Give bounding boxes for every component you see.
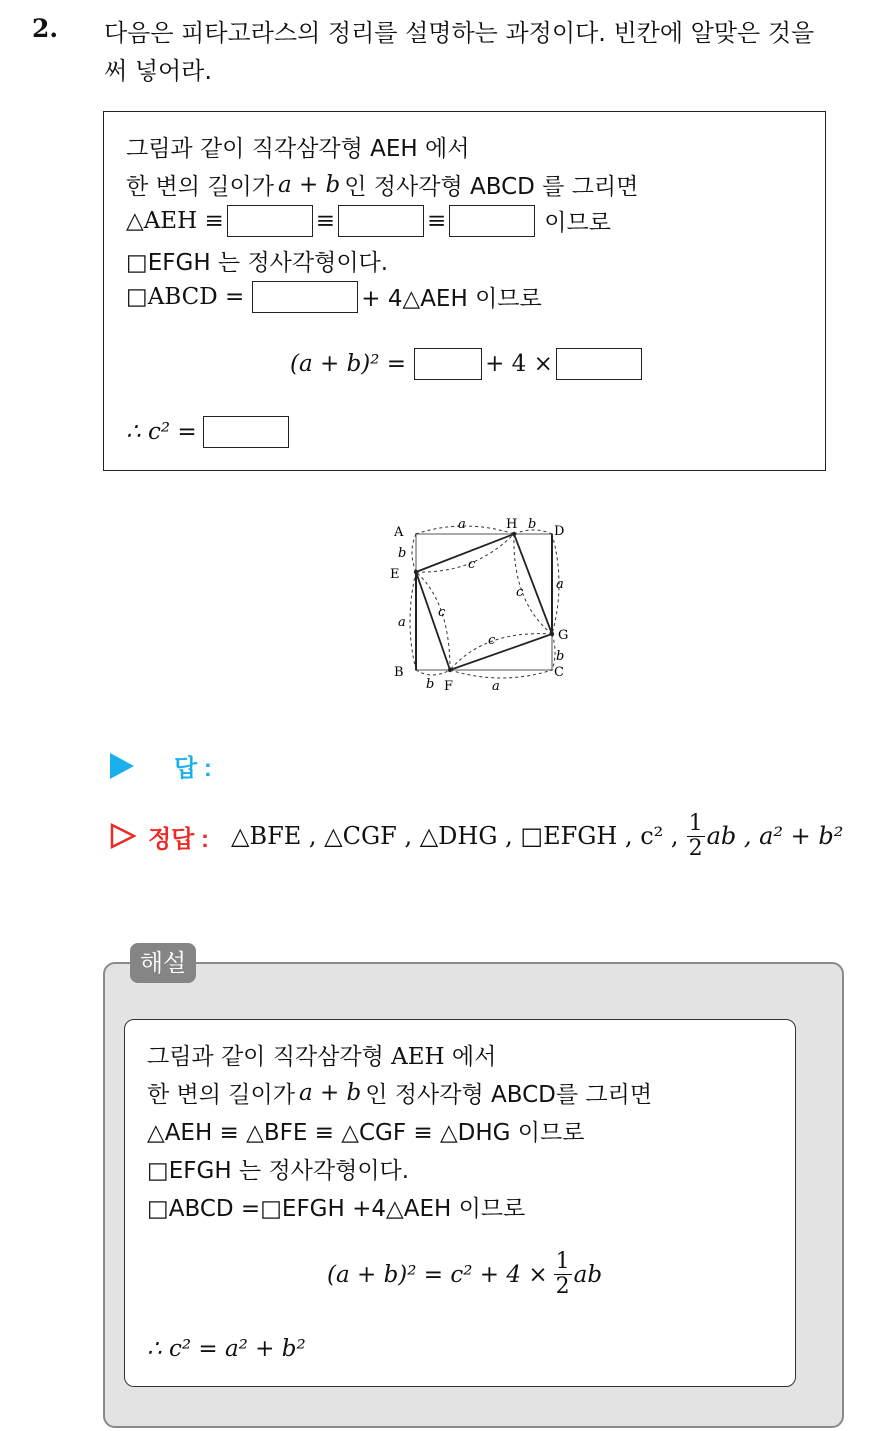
pythagoras-diagram [384, 512, 580, 700]
answer-arrow-icon [110, 753, 134, 779]
explanation-fraction [554, 1250, 572, 1299]
label-side-a-top: a [458, 517, 466, 532]
arc-fc [450, 670, 552, 678]
question-text [104, 14, 874, 90]
question-line-1: 다음은 피타고라스의 정리를 설명하는 과정이다. 빈칸에 알맞은 것을 [104, 19, 815, 47]
explanation-line-3 [147, 1114, 584, 1147]
explanation-equation-pre: (a + b)² = c² + 4 × [327, 1261, 548, 1288]
blank-7[interactable] [203, 416, 289, 448]
explanation-line-2 [147, 1076, 652, 1109]
label-b-point: B [394, 665, 404, 680]
cong-sign-1: ≡ [315, 207, 336, 234]
cong-sign-2: ≡ [427, 207, 447, 234]
question-box [103, 111, 826, 471]
label-e-point: E [390, 567, 400, 582]
box-line-2-text-b: 인 정사각형 ABCD 를 그리면 [344, 174, 639, 200]
answer-label: 답 : [174, 755, 212, 782]
point-h [512, 532, 516, 536]
explanation-line-1: 그림과 같이 직각삼각형 AEH 에서 [147, 1044, 497, 1070]
box-line-1-text: 그림과 같이 직각삼각형 AEH 에서 [126, 136, 470, 162]
label-g-point: G [558, 628, 569, 643]
label-side-b-bottom: b [426, 677, 435, 692]
explanation-line-4-text: □EFGH 는 정사각형이다. [147, 1158, 410, 1184]
box-line-1 [126, 130, 469, 163]
blank-6[interactable] [556, 348, 642, 380]
label-hyp-c-top: c [468, 557, 476, 572]
explanation-frac-den: 2 [555, 1274, 570, 1299]
box-line-2 [126, 168, 638, 201]
label-side-a-bottom: a [492, 679, 500, 694]
label-hyp-c-left: c [438, 605, 446, 620]
box-therefore [126, 416, 292, 448]
label-h-point: H [506, 517, 518, 532]
box-line-5-post: + 4△AEH 이므로 [361, 286, 542, 312]
box-therefore-text: ∴ c² = [126, 419, 197, 445]
question-number: 2. [32, 14, 59, 43]
label-side-a-left: a [398, 615, 406, 630]
box-line-3-tri: △AEH ≡ [126, 207, 224, 234]
explanation-tag: 해설 [130, 943, 196, 983]
answer-row [110, 748, 212, 783]
label-hyp-c-bottom: c [488, 633, 496, 648]
label-side-a-right: a [556, 577, 564, 592]
solution-label: 정답 : [148, 825, 210, 853]
point-g [550, 632, 554, 636]
point-f [448, 668, 452, 672]
explanation-line-2-var: a + b [298, 1079, 362, 1106]
blank-1[interactable] [227, 205, 313, 237]
solution-part-2: ab , a² + b² [706, 822, 844, 850]
box-equation-lhs: (a + b)² = [290, 351, 407, 377]
solution-frac-num: 1 [688, 810, 703, 836]
explanation-line-3-text: △AEH ≡ △BFE ≡ △CGF ≡ △DHG 이므로 [147, 1120, 585, 1146]
explanation-line-2-b: 인 정사각형 ABCD를 그리면 [365, 1082, 653, 1108]
box-line-5-pre: □ABCD = [126, 283, 245, 310]
explanation-line-2-a: 한 변의 길이가 [147, 1082, 295, 1108]
explanation-line-4 [147, 1152, 409, 1185]
explanation-box [124, 1019, 796, 1387]
explanation-final: ∴ c² = a² + b² [147, 1336, 306, 1362]
explanation-frac-num: 1 [555, 1249, 570, 1274]
solution-arrow-icon [110, 823, 136, 849]
explanation-equation-post: ab [573, 1261, 603, 1288]
explanation-line-5 [147, 1190, 525, 1223]
solution-fraction [687, 812, 705, 861]
box-line-3 [126, 204, 611, 237]
label-hyp-c-right: c [516, 585, 524, 600]
solution-row [110, 806, 843, 866]
explanation-equation [327, 1250, 602, 1299]
solution-part-1: △BFE , △CGF , △DHG , □EFGH , c² , [231, 822, 679, 850]
question-line-2: 써 넣어라. [104, 57, 212, 85]
label-side-b-left: b [398, 546, 407, 561]
box-line-3-end: 이므로 [544, 210, 611, 236]
box-line-4-text: □EFGH 는 정사각형이다. [126, 250, 389, 276]
label-c-point: C [554, 665, 564, 680]
box-line-4 [126, 244, 388, 277]
label-side-b-right: b [556, 649, 565, 664]
blank-3[interactable] [449, 205, 535, 237]
solution-frac-den: 2 [688, 835, 703, 861]
box-line-2-var: a + b [277, 171, 341, 198]
square-efgh [416, 534, 552, 670]
box-line-5 [126, 280, 542, 313]
blank-5[interactable] [414, 348, 482, 380]
blank-2[interactable] [338, 205, 424, 237]
point-e [414, 570, 418, 574]
blank-4[interactable] [252, 281, 358, 313]
label-side-b-top: b [528, 517, 537, 532]
solution-text [231, 812, 843, 861]
label-d-point: D [554, 524, 565, 539]
explanation-line-5-text: □ABCD =□EFGH +4△AEH 이므로 [147, 1196, 526, 1222]
box-equation [290, 348, 645, 380]
label-a-point: A [394, 525, 404, 540]
box-line-2-text-a: 한 변의 길이가 [126, 174, 274, 200]
square-abcd [416, 534, 552, 670]
label-f-point: F [444, 679, 454, 694]
box-equation-mid: + 4 × [485, 351, 553, 377]
